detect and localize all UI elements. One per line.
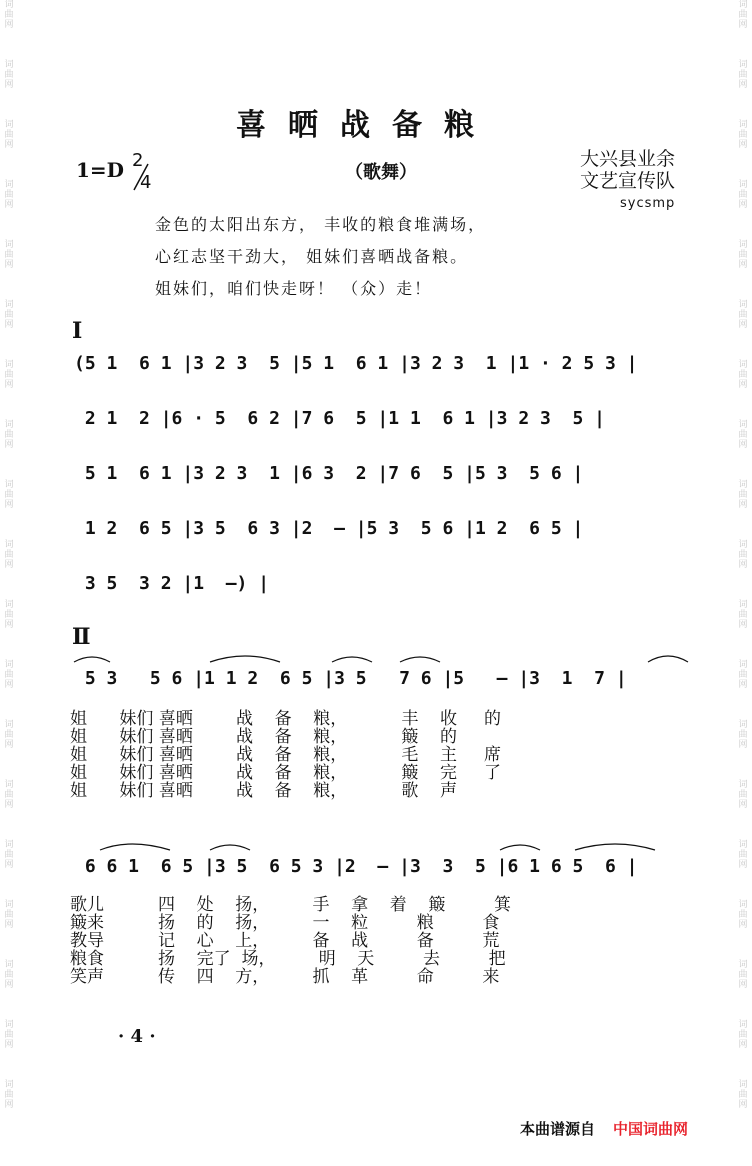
section-marker-1: I: [72, 318, 83, 344]
side-watermark-glyph: 曲: [738, 10, 748, 20]
side-watermark-gap: [2, 870, 16, 900]
intro-line-2: 心红志坚干劲大， 姐妹们喜晒战备粮。: [155, 247, 469, 266]
side-watermark-glyph: 网: [738, 920, 748, 930]
side-watermark-glyph: 曲: [738, 70, 748, 80]
side-watermark-glyph: 词: [738, 780, 748, 790]
side-watermark-gap: [2, 510, 16, 540]
side-watermark-gap: [2, 330, 16, 360]
credit-line-2: 文艺宣传队: [580, 170, 676, 192]
side-watermark-glyph: 曲: [738, 310, 748, 320]
footer-source: [520, 1118, 688, 1139]
side-watermark-glyph: 曲: [4, 1090, 14, 1100]
side-watermark-glyph: 网: [738, 740, 748, 750]
side-watermark-glyph: 网: [4, 740, 14, 750]
side-watermark-glyph: 词: [738, 1080, 748, 1090]
side-watermark-glyph: 网: [738, 980, 748, 990]
side-watermark-glyph: 网: [738, 80, 748, 90]
side-watermark-glyph: 曲: [4, 610, 14, 620]
side-watermark-glyph: 曲: [738, 430, 748, 440]
staff-row-3: [70, 455, 710, 495]
side-watermark-glyph: 词: [738, 660, 748, 670]
side-watermark-glyph: 曲: [738, 370, 748, 380]
side-watermark-glyph: 网: [4, 500, 14, 510]
side-watermark-glyph: 网: [4, 1040, 14, 1050]
staff-row-notes: 5 1 6 1 |3 2 3 1 |6 3 2 |7 6 5 |5 3 5 6 |: [74, 463, 584, 484]
side-watermark-glyph: 网: [738, 140, 748, 150]
lyric-line: 粮食 扬 完了 场， 明 天 去 把: [70, 949, 506, 969]
side-watermark-glyph: 词: [738, 60, 748, 70]
side-watermark-gap: [736, 690, 750, 720]
side-watermark-glyph: 曲: [4, 190, 14, 200]
side-watermark-gap: [2, 390, 16, 420]
side-watermark-glyph: 网: [4, 140, 14, 150]
side-watermark-gap: [736, 990, 750, 1020]
side-watermark-gap: [736, 510, 750, 540]
side-watermark-glyph: 词: [738, 540, 748, 550]
side-watermark-glyph: 词: [4, 900, 14, 910]
side-watermark-glyph: 网: [4, 860, 14, 870]
side-watermark-glyph: 词: [738, 480, 748, 490]
side-watermark-gap: [736, 750, 750, 780]
side-watermark-gap: [736, 1050, 750, 1080]
side-watermark-glyph: 网: [738, 260, 748, 270]
side-watermark-gap: [2, 270, 16, 300]
lyric-line: 笑声 传 四 方， 抓 革 命 来: [70, 967, 500, 987]
intro-line-3: 姐妹们，咱们快走呀！ （众）走！: [155, 279, 433, 298]
lyric-line: 姐 妹们 喜晒 战 备 粮， 簸 的: [70, 727, 457, 747]
watermark-text: sycsmp: [620, 196, 676, 211]
staff-row-4: [70, 510, 710, 550]
side-watermark-glyph: 曲: [738, 790, 748, 800]
side-watermark-glyph: 词: [738, 420, 748, 430]
side-watermark-glyph: 曲: [738, 250, 748, 260]
side-watermark-glyph: 曲: [738, 190, 748, 200]
side-watermark-gap: [736, 210, 750, 240]
side-watermark-glyph: 网: [4, 320, 14, 330]
side-watermark-glyph: 网: [738, 200, 748, 210]
side-watermark-glyph: 曲: [4, 430, 14, 440]
side-watermark-glyph: 网: [738, 680, 748, 690]
lyric-line: 歌儿 四 处 扬， 手 拿 着 簸 箕: [70, 895, 511, 915]
side-watermark-glyph: 网: [4, 1100, 14, 1110]
slur-marks: [70, 838, 710, 852]
side-watermark-gap: [2, 810, 16, 840]
side-watermark-gap: [2, 450, 16, 480]
footer-label: 本曲谱源自: [520, 1120, 596, 1138]
staff-row-notes: 2 1 2 |6 · 5 6 2 |7 6 5 |1 1 6 1 |3 2 3 5 |: [74, 408, 606, 429]
lyric-line: 姐 妹们 喜晒 战 备 粮， 歌 声: [70, 781, 457, 801]
side-watermark-glyph: 词: [4, 480, 14, 490]
side-watermark-glyph: 词: [4, 780, 14, 790]
staff-row-notes: 5 3 5 6 |1 1 2 6 5 |3 5 7 6 |5 — |3 1 7 |: [74, 668, 627, 689]
side-watermark-glyph: 词: [738, 720, 748, 730]
side-watermark-glyph: 曲: [738, 670, 748, 680]
side-watermark-glyph: 网: [4, 440, 14, 450]
side-watermark-glyph: 曲: [4, 970, 14, 980]
side-watermark-glyph: 网: [738, 440, 748, 450]
side-watermark-glyph: 曲: [4, 910, 14, 920]
side-watermark-glyph: 网: [738, 560, 748, 570]
side-watermark-glyph: 词: [4, 840, 14, 850]
side-watermark-glyph: 网: [4, 920, 14, 930]
time-signature-slash: [128, 160, 156, 194]
staff-row-7: [70, 848, 710, 888]
side-watermark-glyph: 词: [738, 960, 748, 970]
side-watermark-glyph: 曲: [4, 490, 14, 500]
side-watermark-glyph: 网: [738, 860, 748, 870]
side-watermark-glyph: 网: [738, 800, 748, 810]
side-watermark-gap: [736, 330, 750, 360]
side-watermark-glyph: 网: [4, 980, 14, 990]
side-watermark-glyph: 曲: [738, 550, 748, 560]
left-side-watermark: [2, 0, 16, 1166]
side-watermark-glyph: 网: [4, 620, 14, 630]
side-watermark-glyph: 网: [738, 320, 748, 330]
side-watermark-glyph: 词: [738, 120, 748, 130]
footer-brand-link[interactable]: 中国词曲网: [613, 1120, 689, 1138]
side-watermark-glyph: 曲: [738, 130, 748, 140]
side-watermark-glyph: 曲: [738, 910, 748, 920]
side-watermark-gap: [2, 1110, 16, 1140]
side-watermark-glyph: 词: [738, 900, 748, 910]
side-watermark-glyph: 曲: [738, 970, 748, 980]
genre-label: （歌舞）: [345, 162, 417, 183]
intro-line-1: 金色的太阳出东方， 丰收的粮食堆满场，: [155, 215, 487, 234]
side-watermark-glyph: 曲: [4, 550, 14, 560]
side-watermark-glyph: 词: [738, 180, 748, 190]
staff-row-5: [70, 565, 710, 605]
side-watermark-glyph: 网: [738, 1040, 748, 1050]
side-watermark-glyph: 词: [4, 600, 14, 610]
side-watermark-gap: [736, 870, 750, 900]
side-watermark-glyph: 词: [738, 300, 748, 310]
staff-row-notes: 6 6 1 6 5 |3 5 6 5 3 |2 — |3 3 5 |6 1 6 5 6 |: [74, 856, 638, 877]
side-watermark-gap: [2, 570, 16, 600]
right-side-watermark: [736, 0, 750, 1166]
side-watermark-glyph: 词: [4, 60, 14, 70]
side-watermark-glyph: 曲: [4, 70, 14, 80]
staff-row-6: [70, 660, 710, 700]
side-watermark-glyph: 曲: [4, 130, 14, 140]
side-watermark-gap: [736, 450, 750, 480]
side-watermark-glyph: 词: [738, 600, 748, 610]
side-watermark-glyph: 网: [738, 500, 748, 510]
side-watermark-gap: [2, 990, 16, 1020]
side-watermark-glyph: 词: [738, 360, 748, 370]
page-number: · 4 ·: [118, 1026, 156, 1047]
side-watermark-glyph: 词: [4, 120, 14, 130]
side-watermark-gap: [736, 390, 750, 420]
side-watermark-gap: [736, 90, 750, 120]
side-watermark-glyph: 词: [4, 240, 14, 250]
lyric-line: 簸来 扬 的 扬， 一 粒 粮 食: [70, 913, 500, 933]
side-watermark-glyph: 词: [738, 0, 748, 10]
lyric-line: 姐 妹们 喜晒 战 备 粮， 丰 收 的: [70, 709, 501, 729]
side-watermark-glyph: 曲: [738, 610, 748, 620]
side-watermark-glyph: 词: [4, 180, 14, 190]
side-watermark-glyph: 词: [738, 840, 748, 850]
side-watermark-glyph: 曲: [738, 1030, 748, 1040]
side-watermark-glyph: 网: [738, 380, 748, 390]
time-signature-bottom: 4: [140, 172, 152, 193]
side-watermark-gap: [2, 930, 16, 960]
lyric-line: 姐 妹们 喜晒 战 备 粮， 毛 主 席: [70, 745, 501, 765]
side-watermark-glyph: 曲: [4, 1030, 14, 1040]
lyric-line: 教导 记 心 上， 备 战 备 荒: [70, 931, 500, 951]
side-watermark-glyph: 词: [4, 720, 14, 730]
side-watermark-gap: [2, 630, 16, 660]
side-watermark-glyph: 曲: [738, 490, 748, 500]
side-watermark-gap: [736, 30, 750, 60]
slur-marks: [70, 650, 710, 664]
side-watermark-glyph: 曲: [4, 730, 14, 740]
side-watermark-glyph: 网: [4, 200, 14, 210]
side-watermark-gap: [2, 690, 16, 720]
side-watermark-glyph: 网: [4, 380, 14, 390]
side-watermark-glyph: 词: [738, 1020, 748, 1030]
side-watermark-glyph: 曲: [4, 850, 14, 860]
side-watermark-gap: [736, 630, 750, 660]
side-watermark-glyph: 词: [4, 540, 14, 550]
staff-row-notes: 1 2 6 5 |3 5 6 3 |2 — |5 3 5 6 |1 2 6 5 |: [74, 518, 584, 539]
side-watermark-gap: [736, 570, 750, 600]
side-watermark-glyph: 网: [738, 1100, 748, 1110]
credit-line-1: 大兴县业余: [580, 148, 676, 170]
side-watermark-glyph: 曲: [4, 10, 14, 20]
side-watermark-glyph: 网: [4, 800, 14, 810]
side-watermark-gap: [736, 810, 750, 840]
staff-row-notes: 3 5 3 2 |1 —) |: [74, 573, 270, 594]
side-watermark-glyph: 曲: [738, 1090, 748, 1100]
staff-row-notes: (5 1 6 1 |3 2 3 5 |5 1 6 1 |3 2 3 1 |1 · 2 5 3 |: [74, 353, 638, 374]
side-watermark-glyph: 曲: [4, 250, 14, 260]
side-watermark-gap: [736, 930, 750, 960]
key-signature: 1=D: [76, 158, 125, 182]
side-watermark-glyph: 词: [4, 960, 14, 970]
side-watermark-glyph: 词: [4, 660, 14, 670]
side-watermark-gap: [2, 750, 16, 780]
side-watermark-glyph: 网: [4, 680, 14, 690]
side-watermark-glyph: 词: [4, 0, 14, 10]
side-watermark-gap: [2, 210, 16, 240]
staff-row-2: [70, 400, 710, 440]
side-watermark-gap: [2, 30, 16, 60]
side-watermark-glyph: 词: [4, 420, 14, 430]
side-watermark-gap: [736, 1110, 750, 1140]
side-watermark-gap: [2, 90, 16, 120]
side-watermark-glyph: 词: [738, 240, 748, 250]
side-watermark-glyph: 网: [4, 560, 14, 570]
side-watermark-glyph: 词: [4, 300, 14, 310]
side-watermark-glyph: 曲: [738, 850, 748, 860]
time-signature-top: 2: [132, 150, 144, 171]
side-watermark-glyph: 网: [738, 20, 748, 30]
section-marker-2: Ⅱ: [72, 624, 91, 650]
side-watermark-gap: [736, 150, 750, 180]
side-watermark-glyph: 曲: [738, 730, 748, 740]
side-watermark-glyph: 词: [4, 1020, 14, 1030]
side-watermark-glyph: 词: [4, 1080, 14, 1090]
side-watermark-glyph: 曲: [4, 670, 14, 680]
side-watermark-glyph: 曲: [4, 370, 14, 380]
side-watermark-glyph: 网: [4, 260, 14, 270]
side-watermark-glyph: 网: [738, 620, 748, 630]
side-watermark-glyph: 曲: [4, 790, 14, 800]
lyric-line: 姐 妹们 喜晒 战 备 粮， 簸 完 了: [70, 763, 501, 783]
song-title: 喜晒战备粮: [236, 108, 496, 143]
side-watermark-glyph: 曲: [4, 310, 14, 320]
side-watermark-glyph: 网: [4, 20, 14, 30]
side-watermark-gap: [2, 1050, 16, 1080]
side-watermark-glyph: 网: [4, 80, 14, 90]
staff-row-1: [70, 345, 710, 385]
side-watermark-gap: [2, 150, 16, 180]
side-watermark-glyph: 词: [4, 360, 14, 370]
side-watermark-gap: [736, 270, 750, 300]
